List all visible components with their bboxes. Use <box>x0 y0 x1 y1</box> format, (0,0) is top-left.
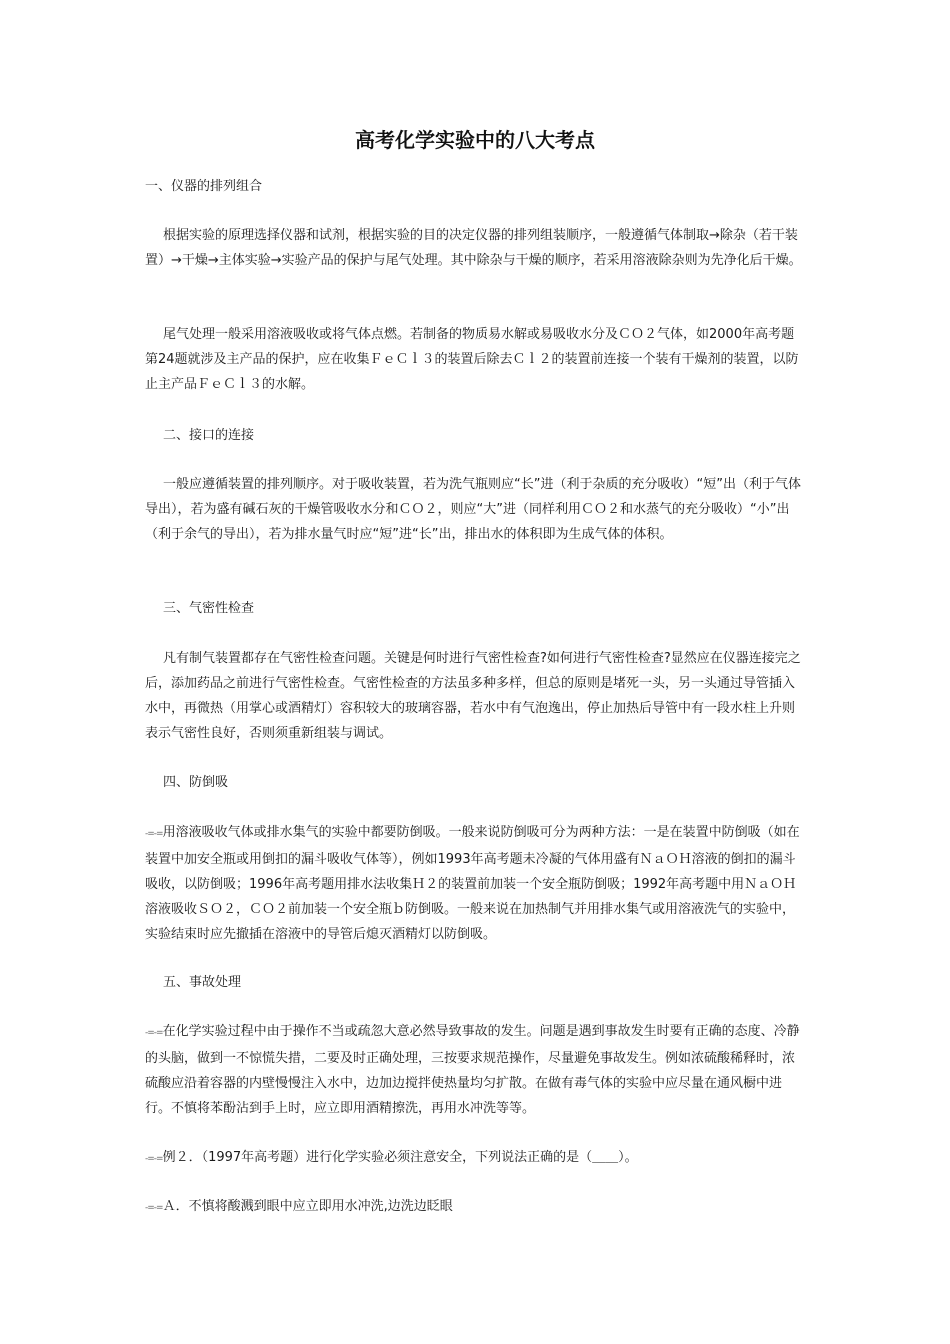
section-heading-4: 四、防倒吸 <box>163 775 229 790</box>
section-heading-3: 三、气密性检查 <box>163 601 255 616</box>
section-heading-2: 二、接口的连接 <box>163 428 255 443</box>
paragraph-1-1: 根据实验的原理选择仪器和试剂，根据实验的目的决定仪器的排列组装顺序，一般遵循气体制取→除杂（若干装置）→干燥→主体实验→实验产品的保护与尾气处理。其中除杂与干燥的顺序，若采用溶液除杂则为先净化后干燥。 <box>145 228 802 268</box>
paragraph-3-1: 凡有制气装置都存在气密性检查问题。关键是何时进行气密性检查?如何进行气密性检查?显然应在仪器连接完之后，添加药品之前进行气密性检查。气密性检查的方法虽多种多样，但总的原则是堵死一头，另一头通过导管插入水中，再微热（用掌心或酒精灯）容积较大的玻璃容器，若水中有气泡逸出，停止加热后导管中有一段水柱上升则表示气密性良好，否则须重新组装与调试。 <box>145 651 801 741</box>
paragraph-marker: -=-= <box>145 829 163 839</box>
paragraph-4-1-text: 用溶液吸收气体或排水集气的实验中都要防倒吸。一般来说防倒吸可分为两种方法：一是在装置中防倒吸（如在装置中加安全瓶或用倒扣的漏斗吸收气体等），例如1993年高考题未冷凝的气体用盛有ＮａＯＨ溶液的倒扣的漏斗吸收，以防倒吸；1996年高考题用排水法收集Ｈ２的装置前加装一个安全瓶防倒吸；1992年高考题中用ＮａＯＨ溶液吸收ＳＯ２，ＣＯ２前加装一个安全瓶ｂ防倒吸。一般来说在加热制气并用排水集气或用溶液洗气的实验中，实验结束时应先撤插在溶液中的导管后熄灭酒精灯以防倒吸。 <box>145 825 800 942</box>
page-title: 高考化学实验中的八大考点 <box>355 128 595 152</box>
paragraph-marker: -=-= <box>145 1028 163 1038</box>
paragraph-marker: -=-= <box>145 1203 163 1213</box>
question-2-text: 例２．（1997年高考题）进行化学实验必须注意安全，下列说法正确的是（＿＿）。 <box>162 1150 638 1165</box>
option-a <box>145 1194 807 1221</box>
paragraph-1-2: 尾气处理一般采用溶液吸收或将气体点燃。若制备的物质易水解或易吸收水分及ＣＯ２气体，如2000年高考题第24题就涉及主产品的保护，应在收集ＦｅＣｌ３的装置后除去Ｃｌ２的装置前连接一个装有干燥剂的装置，以防止主产品ＦｅＣｌ３的水解。 <box>145 327 799 392</box>
section-heading-1: 一、仪器的排列组合 <box>145 179 263 194</box>
question-2 <box>145 1145 807 1172</box>
option-a-text: Ａ．不慎将酸溅到眼中应立即用水冲洗,边洗边眨眼 <box>162 1199 453 1214</box>
paragraph-5-1 <box>145 1019 807 1121</box>
paragraph-marker: -=-= <box>145 1154 163 1164</box>
section-heading-5: 五、事故处理 <box>163 975 242 990</box>
paragraph-4-1 <box>145 820 807 947</box>
paragraph-5-1-text: 在化学实验过程中由于操作不当或疏忽大意必然导致事故的发生。问题是遇到事故发生时要有正确的态度、冷静的头脑，做到一不惊慌失措，二要及时正确处理，三按要求规范操作，尽量避免事故发生。例如浓硫酸稀释时，浓硫酸应沿着容器的内壁慢慢注入水中，边加边搅拌使热量均匀扩散。在做有毒气体的实验中应尽量在通风橱中进行。不慎将苯酚沾到手上时，应立即用酒精擦洗，再用水冲洗等等。 <box>145 1024 800 1116</box>
paragraph-2-1: 一般应遵循装置的排列顺序。对于吸收装置，若为洗气瓶则应“长”进（利于杂质的充分吸收）“短”出（利于气体导出），若为盛有碱石灰的干燥管吸收水分和ＣＯ２，则应“大”进（同样利用ＣＯ２和水蒸气的充分吸收）“小”出（利于余气的导出），若为排水量气时应“短”进“长”出，排出水的体积即为生成气体的体积。 <box>145 477 801 542</box>
